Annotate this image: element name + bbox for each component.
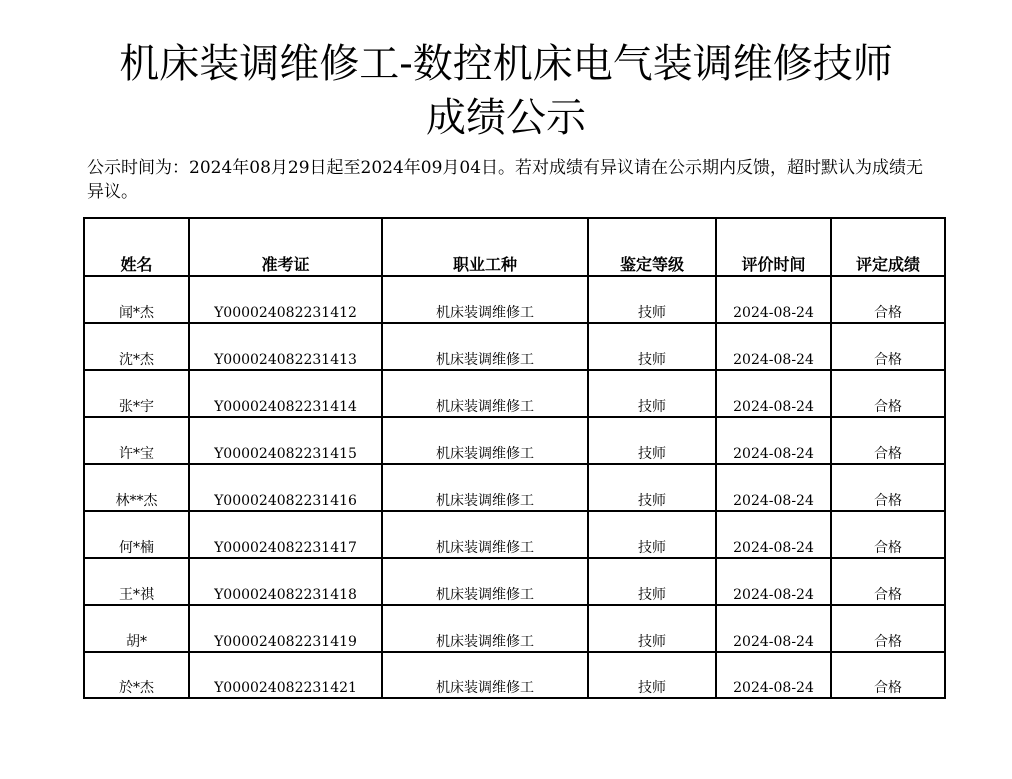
cell-ticket-number: Y000024082231415 bbox=[189, 417, 382, 464]
cell-occupation: 机床装调维修工 bbox=[382, 605, 588, 652]
cell-result: 合格 bbox=[831, 511, 945, 558]
cell-level: 技师 bbox=[588, 652, 716, 698]
header-evaluation-date: 评价时间 bbox=[716, 218, 831, 276]
cell-result: 合格 bbox=[831, 605, 945, 652]
table-row bbox=[84, 652, 945, 698]
cell-evaluation-date: 2024-08-24 bbox=[716, 605, 831, 652]
cell-name: 王*祺 bbox=[84, 558, 189, 605]
header-level: 鉴定等级 bbox=[588, 218, 716, 276]
cell-name: 闻*杰 bbox=[84, 276, 189, 323]
cell-result: 合格 bbox=[831, 417, 945, 464]
cell-occupation: 机床装调维修工 bbox=[382, 558, 588, 605]
cell-evaluation-date: 2024-08-24 bbox=[716, 370, 831, 417]
cell-level: 技师 bbox=[588, 276, 716, 323]
cell-occupation: 机床装调维修工 bbox=[382, 417, 588, 464]
cell-occupation: 机床装调维修工 bbox=[382, 652, 588, 698]
cell-result: 合格 bbox=[831, 558, 945, 605]
table-header-row bbox=[84, 218, 945, 276]
cell-level: 技师 bbox=[588, 370, 716, 417]
cell-ticket-number: Y000024082231416 bbox=[189, 464, 382, 511]
table-row bbox=[84, 323, 945, 370]
cell-evaluation-date: 2024-08-24 bbox=[716, 558, 831, 605]
cell-ticket-number: Y000024082231418 bbox=[189, 558, 382, 605]
document-title-line-2: 成绩公示 bbox=[426, 95, 586, 141]
cell-ticket-number: Y000024082231419 bbox=[189, 605, 382, 652]
table-row bbox=[84, 276, 945, 323]
table-row bbox=[84, 464, 945, 511]
header-ticket-number: 准考证 bbox=[189, 218, 382, 276]
cell-occupation: 机床装调维修工 bbox=[382, 323, 588, 370]
cell-ticket-number: Y000024082231414 bbox=[189, 370, 382, 417]
cell-evaluation-date: 2024-08-24 bbox=[716, 464, 831, 511]
cell-name: 许*宝 bbox=[84, 417, 189, 464]
document-title-line-1: 机床装调维修工-数控机床电气装调维修技师 bbox=[119, 41, 893, 87]
table-row bbox=[84, 417, 945, 464]
cell-occupation: 机床装调维修工 bbox=[382, 464, 588, 511]
cell-result: 合格 bbox=[831, 464, 945, 511]
cell-evaluation-date: 2024-08-24 bbox=[716, 417, 831, 464]
cell-result: 合格 bbox=[831, 370, 945, 417]
table-row bbox=[84, 558, 945, 605]
table-row bbox=[84, 605, 945, 652]
cell-occupation: 机床装调维修工 bbox=[382, 511, 588, 558]
cell-level: 技师 bbox=[588, 605, 716, 652]
publication-notice: 公示时间为：2024年08月29日起至2024年09月04日。若对成绩有异议请在公示期内反馈，超时默认为成绩无异议。 bbox=[87, 158, 924, 202]
cell-level: 技师 bbox=[588, 511, 716, 558]
cell-result: 合格 bbox=[831, 323, 945, 370]
header-result: 评定成绩 bbox=[831, 218, 945, 276]
cell-name: 於*杰 bbox=[84, 652, 189, 698]
cell-name: 沈*杰 bbox=[84, 323, 189, 370]
header-occupation: 职业工种 bbox=[382, 218, 588, 276]
cell-ticket-number: Y000024082231413 bbox=[189, 323, 382, 370]
cell-ticket-number: Y000024082231421 bbox=[189, 652, 382, 698]
cell-name: 林**杰 bbox=[84, 464, 189, 511]
cell-level: 技师 bbox=[588, 323, 716, 370]
cell-ticket-number: Y000024082231412 bbox=[189, 276, 382, 323]
header-name: 姓名 bbox=[84, 218, 189, 276]
cell-result: 合格 bbox=[831, 276, 945, 323]
results-table bbox=[83, 217, 946, 699]
cell-evaluation-date: 2024-08-24 bbox=[716, 511, 831, 558]
cell-occupation: 机床装调维修工 bbox=[382, 276, 588, 323]
cell-evaluation-date: 2024-08-24 bbox=[716, 652, 831, 698]
cell-level: 技师 bbox=[588, 464, 716, 511]
table-row bbox=[84, 511, 945, 558]
cell-evaluation-date: 2024-08-24 bbox=[716, 323, 831, 370]
cell-name: 胡* bbox=[84, 605, 189, 652]
cell-result: 合格 bbox=[831, 652, 945, 698]
table-row bbox=[84, 370, 945, 417]
cell-level: 技师 bbox=[588, 558, 716, 605]
cell-name: 张*宇 bbox=[84, 370, 189, 417]
cell-evaluation-date: 2024-08-24 bbox=[716, 276, 831, 323]
cell-level: 技师 bbox=[588, 417, 716, 464]
cell-occupation: 机床装调维修工 bbox=[382, 370, 588, 417]
cell-name: 何*楠 bbox=[84, 511, 189, 558]
cell-ticket-number: Y000024082231417 bbox=[189, 511, 382, 558]
